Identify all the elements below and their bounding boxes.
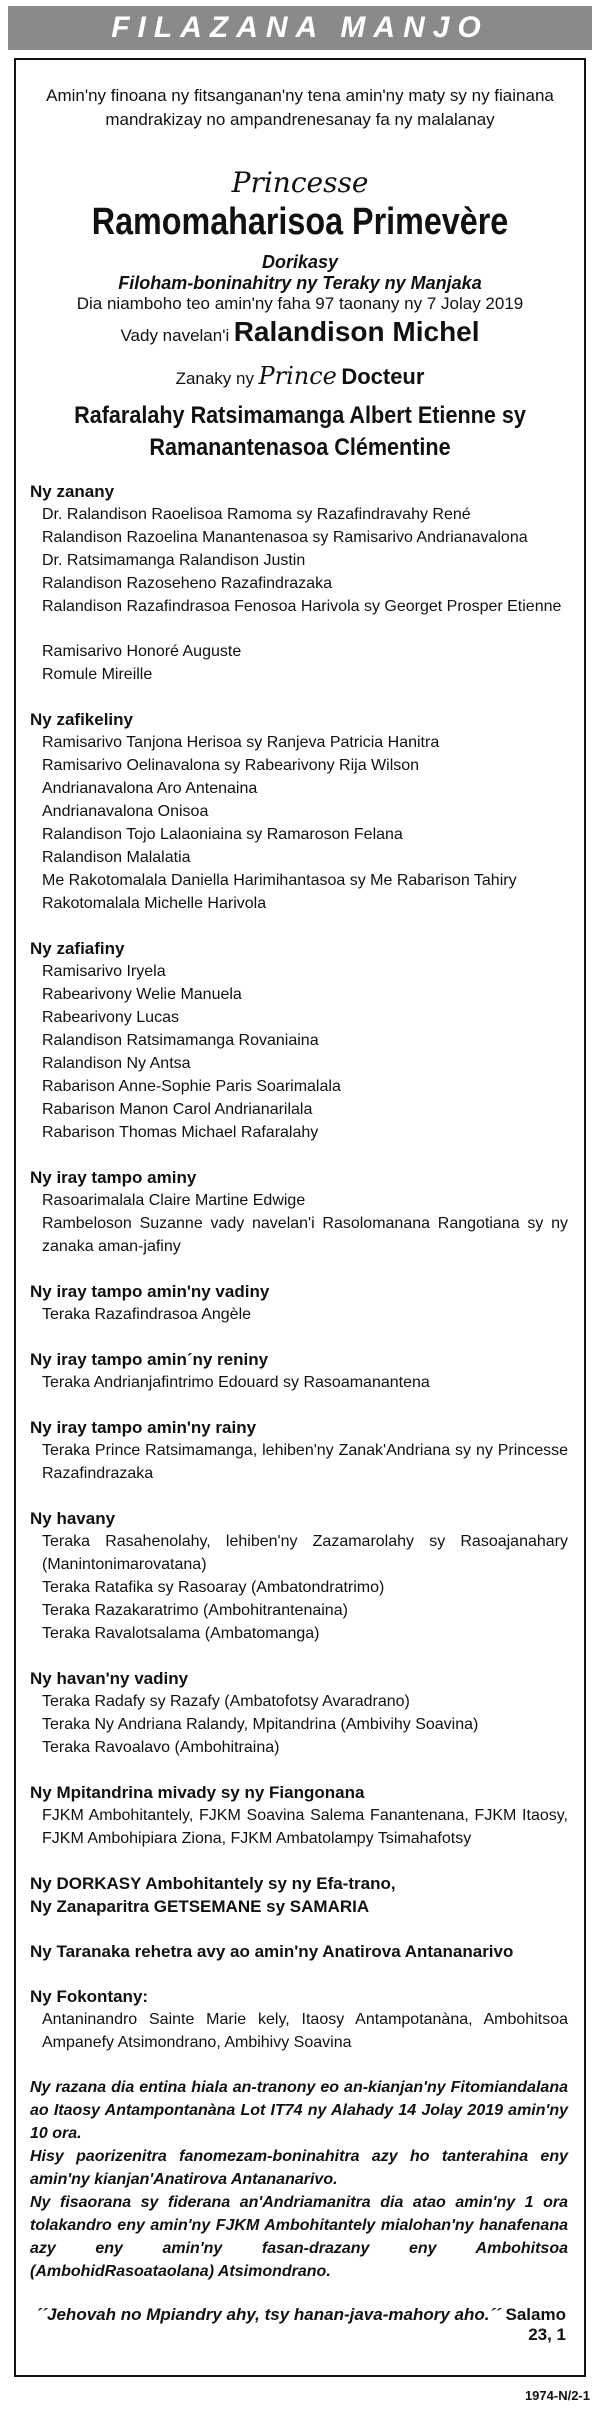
section-tampo-rainy bbox=[30, 1416, 568, 1485]
list-item: Rasoarimalala Claire Martine Edwige bbox=[42, 1192, 306, 1209]
family-sections bbox=[16, 480, 584, 2054]
section-heading: Ny Mpitandrina mivady sy ny Fiangonana bbox=[30, 1783, 365, 1802]
list-item: Rabarison Anne-Sophie Paris Soarimalala bbox=[42, 1078, 341, 1095]
deceased-title-1: Dorikasy bbox=[261, 252, 339, 272]
bible-verse bbox=[16, 2305, 584, 2345]
list-item: Teraka Ratafika sy Rasoaray (Ambatondratrimo) bbox=[42, 1579, 385, 1596]
list-item: Dr. Ralandison Raoelisoa Ramoma sy Razafindravahy René bbox=[42, 506, 471, 523]
list-item: Rabearivony Lucas bbox=[42, 1009, 179, 1026]
list bbox=[30, 1530, 568, 1645]
closing-line: Ny razana dia entina hiala an-tranony eo an-kianjan'ny Fitomiandalana ao Itaosy Antampontanàna Lot IT74 ny Alahady 14 Jolay 2019 amin'ny 10 ora. bbox=[30, 2079, 568, 2142]
closing-line: Hisy paorizenitra fanomezam-boninahitra azy ho tanterahina eny amin'ny kianjan'Anatirova Antananarivo. bbox=[30, 2148, 568, 2188]
list-item: Ralandison Razoseheno Razafindrazaka bbox=[42, 575, 332, 592]
section-heading: Ny Fokontany: bbox=[30, 1987, 149, 2006]
section-dorkasy bbox=[30, 1872, 568, 1918]
list-item: Ramisarivo Tanjona Herisoa sy Ranjeva Patricia Hanitra bbox=[42, 734, 440, 751]
section-zafikeliny bbox=[30, 708, 568, 915]
section-tampo-reniny bbox=[30, 1348, 568, 1394]
list-item: Ralandison Ratsimamanga Rovaniaina bbox=[42, 1032, 319, 1049]
child-of-line bbox=[16, 362, 584, 390]
list-item: Rakotomalala Michelle Harivola bbox=[42, 895, 267, 912]
section-zanany bbox=[30, 480, 568, 686]
list bbox=[30, 640, 568, 686]
section-heading: Ny iray tampo amin'ny vadiny bbox=[30, 1282, 270, 1301]
list-item: Teraka Ravoalavo (Ambohitraina) bbox=[42, 1739, 280, 1756]
section-heading: Ny zafiafiny bbox=[30, 939, 125, 958]
list bbox=[30, 503, 568, 618]
honorific: Princesse bbox=[231, 166, 369, 199]
section-heading: Ny zanany bbox=[30, 482, 115, 501]
list-item: Me Rakotomalala Daniella Harimihantasoa sy Me Rabarison Tahiry bbox=[42, 872, 517, 889]
section-heading: Ny iray tampo amin´ny reniny bbox=[30, 1350, 269, 1369]
list-item: Teraka Radafy sy Razafy (Ambatofotsy Avaradrano) bbox=[42, 1693, 410, 1710]
list-item: Teraka Andrianjafintrimo Edouard sy Rasoamanantena bbox=[42, 1374, 430, 1391]
list bbox=[30, 960, 568, 1144]
deceased-name: Ramomaharisoa Primevère bbox=[91, 201, 509, 243]
section-taranaka bbox=[30, 1940, 568, 1963]
list bbox=[30, 1303, 568, 1326]
list bbox=[30, 1804, 568, 1850]
list bbox=[30, 2008, 568, 2054]
parents-names: Rafaralahy Ratsimamanga Albert Etienne sy Ramanantenasoa Clémentine bbox=[74, 402, 526, 461]
spacer bbox=[30, 618, 568, 640]
list-item: Ralandison Malalatia bbox=[42, 849, 191, 866]
section-heading: Ny iray tampo amin'ny rainy bbox=[30, 1418, 257, 1437]
list bbox=[30, 731, 568, 915]
header-title: FILAZANA MANJO bbox=[111, 11, 489, 44]
section-heading: Ny havany bbox=[30, 1509, 116, 1528]
list-item: Teraka Prince Ratsimamanga, lehiben'ny Zanak'Andriana sy ny Princesse Razafindrazaka bbox=[42, 1442, 568, 1482]
list-item: Ralandison Ny Antsa bbox=[42, 1055, 191, 1072]
list-item: Ralandison Tojo Lalaoniaina sy Ramaroson Felana bbox=[42, 826, 403, 843]
spouse-prefix: Vady navelan'i bbox=[120, 326, 230, 345]
list-item: Ramisarivo Oelinavalona sy Rabearivony Rija Wilson bbox=[42, 757, 420, 774]
section-fokontany bbox=[30, 1985, 568, 2054]
dorkasy-line-1: Ny DORKASY Ambohitantely sy ny Efa-trano, bbox=[30, 1874, 396, 1893]
section-tampo bbox=[30, 1166, 568, 1258]
list-item: Teraka Ravalotsalama (Ambatomanga) bbox=[42, 1625, 320, 1642]
list-item: Rabearivony Welie Manuela bbox=[42, 986, 242, 1003]
list-item: Ramisarivo Honoré Auguste bbox=[42, 643, 242, 660]
section-heading: Ny havan'ny vadiny bbox=[30, 1669, 189, 1688]
child-prefix: Zanaky ny bbox=[175, 369, 254, 388]
list bbox=[30, 1189, 568, 1258]
list-item: Teraka Razafindrasoa Angèle bbox=[42, 1306, 252, 1323]
list-item: Romule Mireille bbox=[42, 666, 153, 683]
intro-text: Amin'ny finoana ny fitsanganan'ny tena amin'ny maty sy ny fiainana mandrakizay no ampandrenesanay fa ny malalanay bbox=[46, 86, 554, 129]
list-item: Ralandison Razafindrasoa Fenosoa Harivola sy Georget Prosper Etienne bbox=[42, 598, 562, 615]
header-banner bbox=[8, 6, 592, 50]
announcement-frame bbox=[14, 58, 586, 2377]
list-item: Andrianavalona Onisoa bbox=[42, 803, 209, 820]
list-item: Dr. Ratsimamanga Ralandison Justin bbox=[42, 552, 306, 569]
section-mpitandrina bbox=[30, 1781, 568, 1850]
doctor-title: Docteur bbox=[341, 364, 425, 389]
section-havany bbox=[30, 1507, 568, 1645]
list-item: Teraka Ny Andriana Ralandy, Mpitandrina (Ambivihy Soavina) bbox=[42, 1716, 479, 1733]
section-havan-vadiny bbox=[30, 1667, 568, 1759]
list-item: Teraka Razakaratrimo (Ambohitrantenaina) bbox=[42, 1602, 348, 1619]
list-item: Ralandison Razoelina Manantenasoa sy Ramisarivo Andrianavalona bbox=[42, 529, 528, 546]
list-item: Teraka Rasahenolahy, lehiben'ny Zazamarolahy sy Rasoajanahary (Manintonimarovatana) bbox=[42, 1533, 568, 1573]
list-item: FJKM Ambohitantely, FJKM Soavina Salema Fanantenana, FJKM Itaosy, FJKM Ambohipiara Ziona, FJKM Ambatolampy Tsimahafotsy bbox=[42, 1807, 568, 1847]
spouse-name: Ralandison Michel bbox=[233, 316, 480, 347]
ad-code: 1974-N/2-1 bbox=[524, 2388, 590, 2403]
closing-paragraph bbox=[16, 2076, 584, 2283]
closing-line: Ny fisaorana sy fiderana an'Andriamanitra dia atao amin'ny 1 ora tolakandro eny amin'ny FJKM Ambohitantely mialohan'ny hanafenana azy eny amin'ny fasan-drazany eny Ambohitsoa (AmbohidRasoataolana) Atsimondrano. bbox=[30, 2194, 568, 2280]
verse-text: ´´Jehovah no Mpiandry ahy, tsy hanan-java-mahory aho.´´ bbox=[35, 2305, 501, 2324]
list-item: Rabarison Thomas Michael Rafaralahy bbox=[42, 1124, 319, 1141]
dorkasy-line-2: Ny Zanaparitra GETSEMANE sy SAMARIA bbox=[30, 1897, 370, 1916]
verse-reference: Salamo 23, 1 bbox=[505, 2305, 566, 2344]
age-death-line: Dia niamboho teo amin'ny faha 97 taonany ny 7 Jolay 2019 bbox=[76, 294, 524, 313]
list-item: Ramisarivo Iryela bbox=[42, 963, 166, 980]
section-heading: Ny zafikeliny bbox=[30, 710, 133, 729]
section-heading: Ny iray tampo aminy bbox=[30, 1168, 197, 1187]
list-item: Rambeloson Suzanne vady navelan'i Rasolomanana Rangotiana sy ny zanaka aman-jafiny bbox=[42, 1215, 568, 1255]
list bbox=[30, 1439, 568, 1485]
spouse-line bbox=[16, 316, 584, 348]
announcement-content bbox=[16, 60, 584, 2345]
list-item: Antaninandro Sainte Marie kely, Itaosy Antampotanàna, Ambohitsoa Ampanefy Atsimondrano, Ambihivy Soavina bbox=[42, 2011, 568, 2051]
list-item: Andrianavalona Aro Antenaina bbox=[42, 780, 258, 797]
list bbox=[30, 1690, 568, 1759]
list-item: Rabarison Manon Carol Andrianarilala bbox=[42, 1101, 313, 1118]
section-zafiafiny bbox=[30, 937, 568, 1144]
section-heading: Ny Taranaka rehetra avy ao amin'ny Anatirova Antananarivo bbox=[30, 1942, 514, 1961]
deceased-title-2: Filoham-boninahitry ny Teraky ny Manjaka bbox=[118, 273, 482, 293]
list bbox=[30, 1371, 568, 1394]
section-tampo-vadiny bbox=[30, 1280, 568, 1326]
prince-title: Prince bbox=[258, 362, 337, 390]
